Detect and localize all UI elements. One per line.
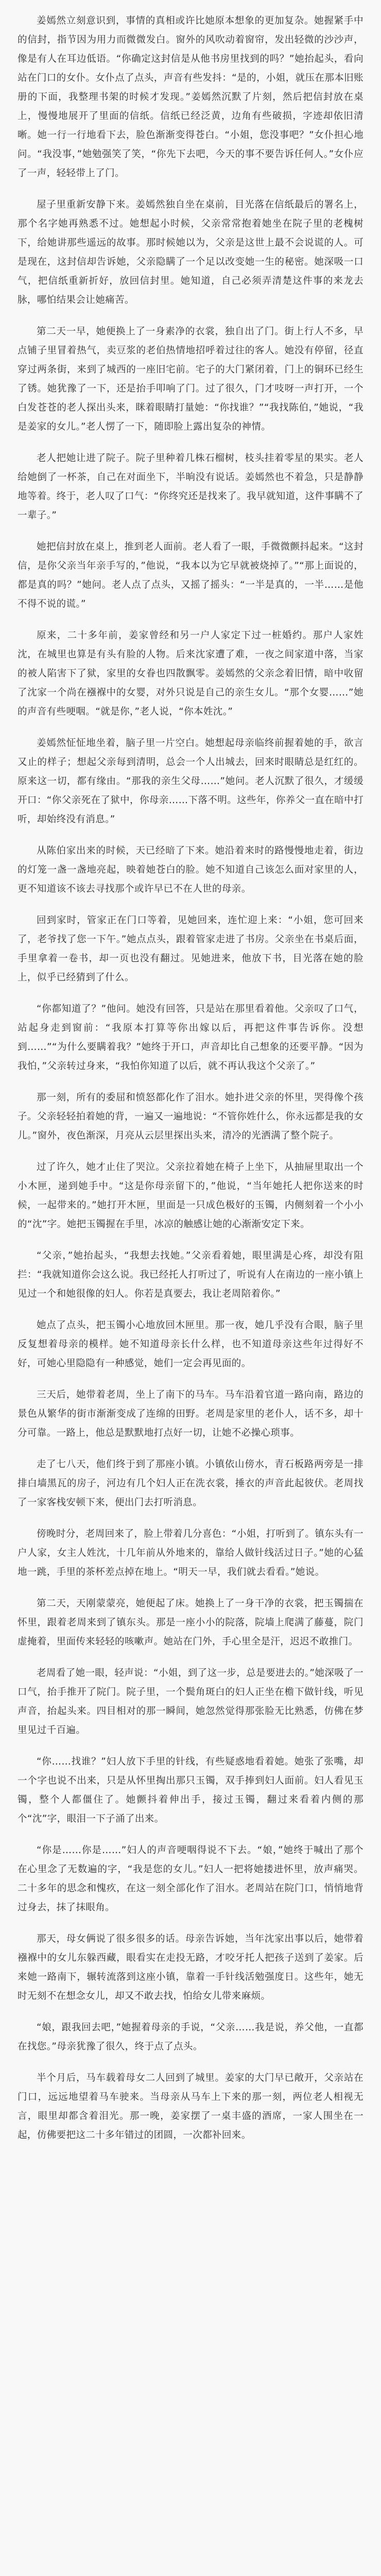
paragraph: 第二天，天刚蒙蒙亮，她便起了床。她换上了一身干净的衣裳，把玉镯揣在怀里，跟着老周来到了镇东头。那是一座小小的院落，院墙上爬满了藤蔓，院门虚掩着，里面传来轻轻的咳嗽声。她站在门外，手心里全是汗，迟迟不敢推门。 bbox=[18, 1598, 363, 1647]
paragraph: “你……找谁？”妇人放下手里的针线，有些疑惑地看着她。她张了张嘴，却一个字也说不出来，只是从怀里掏出那只玉镯，双手捧到妇人面前。妇人看见玉镯，整个人都僵住了。她颤抖着伸出手，接过玉镯，翻过来看着内侧的那个“沈”字，眼泪一下子涌了出来。 bbox=[18, 1756, 363, 1824]
paragraph: 姜嫣然怔怔地坐着，脑子里一片空白。她想起母亲临终前握着她的手，欲言又止的样子；想起父亲每到清明，总会一个人出城去，回来时眼睛总是红红的。原来这一切，都有缘由。“那我的亲生父母……”她问。老人沉默了很久，才缓缓开口：“你父亲死在了狱中，你母亲……下落不明。这些年，你养父一直在暗中打听，却始终没有消息。” bbox=[18, 738, 363, 825]
paragraph: 老人把她让进了院子。院子里种着几株石榴树，枝头挂着零星的果实。老人给她倒了一杯茶，自己在对面坐下，半晌没有说话。姜嫣然也不着急，只是静静地等着。终于，老人叹了口气：“你终究还是找来了。我早就知道，这件事瞒不了一辈子。” bbox=[18, 453, 363, 521]
paragraph: “娘，跟我回去吧，”她握着母亲的手说，“父亲……我是说，养父他，一直都在找您。”母亲犹豫了很久，终于点了点头。 bbox=[18, 2022, 363, 2052]
paragraph: 老周看了她一眼，轻声说：“小姐，到了这一步，总是要进去的。”她深吸了一口气，抬手推开了院门。院子里，一个鬓角斑白的妇人正坐在檐下做针线，听见声音，抬起头来。四目相对的那一瞬间，她忽然觉得那张脸无比熟悉，仿佛在梦里见过千百遍。 bbox=[18, 1668, 363, 1736]
paragraph: 那一刻，所有的委屈和愤怒都化作了泪水。她扑进父亲的怀里，哭得像个孩子。父亲轻轻拍着她的背，一遍又一遍地说：“不管你姓什么，你永远都是我的女儿。”窗外，夜色渐深，月亮从云层里探出头来，清冷的光洒满了整个院子。 bbox=[18, 1092, 363, 1141]
paragraph: 从陈伯家出来的时候，天已经暗了下来。她沿着来时的路慢慢地走着，街边的灯笼一盏一盏地亮起，映着她苍白的脸。她不知道自己该怎么面对家里的人，更不知道该不该去寻找那个或许早已不在人世的母亲。 bbox=[18, 845, 363, 894]
paragraph: “你都知道了？”他问。她没有回答，只是站在那里看着他。父亲叹了口气，站起身走到窗前：“我原本打算等你出嫁以后，再把这件事告诉你。没想到……”“为什么要瞒着我？”她终于开口，声音却比自己想象的还要平静。“因为我怕，”父亲转过身来，“我怕你知道了以后，就不再认我这个父亲了。” bbox=[18, 1004, 363, 1072]
paragraph: “父亲，”她抬起头，“我想去找她。”父亲看着她，眼里满是心疼，却没有阻拦：“我就知道你会这么说。我已经托人打听过了，听说有人在南边的一座小镇上见过一个和她很像的妇人。你若是真要去，我让老周陪着你。” bbox=[18, 1250, 363, 1299]
paragraph: 走了七八天，他们终于到了那座小镇。小镇依山傍水，青石板路两旁是一排排白墙黑瓦的房子，河边有几个妇人正在洗衣裳，捶衣的声音此起彼伏。老周找了一家客栈安顿下来，便出门去打听消息。 bbox=[18, 1459, 363, 1508]
paragraph: 半个月后，马车载着母女二人回到了城里。姜家的大门早已敞开，父亲站在门口，远远地望着马车驶来。当母亲从马车上下来的那一刻，两位老人相视无言，眼里却都含着泪光。那一晚，姜家摆了一桌丰盛的酒席，一家人围坐在一起，仿佛要把这二十多年错过的团圆，一次都补回来。 bbox=[18, 2073, 363, 2141]
paragraph: “你是……你是……”妇人的声音哽咽得说不下去。“娘，”她终于喊出了那个在心里念了无数遍的字，“我是您的女儿。”妇人一把将她搂进怀里，放声痛哭。二十多年的思念和愧疚，在这一刻全部化作了泪水。老周站在院门口，悄悄地背过身去，抹了抹眼角。 bbox=[18, 1845, 363, 1913]
paragraph: 屋子里重新安静下来。姜嫣然独自坐在桌前，目光落在信纸最后的署名上，那个名字她再熟悉不过。她想起小时候，父亲常常抱着她坐在院子里的老槐树下，给她讲那些遥远的故事。那时候她以为，父亲是这世上最不会说谎的人。可是现在，这封信却告诉她，父亲隐瞒了一个足以改变她一生的秘密。她深吸一口气，把信纸重新折好，放回信封里。她知道，自己必须弄清楚这件事的来龙去脉，哪怕结果会让她痛苦。 bbox=[18, 199, 363, 306]
paragraph: 姜嫣然立刻意识到，事情的真相或许比她原本想象的更加复杂。她握紧手中的信封，指节因为用力而微微发白。窗外的风吹动着窗帘，发出轻微的沙沙声，像是有人在耳边低语。“你确定这封信是从他书房里找到的吗？”她抬起头，看向站在门口的女仆。女仆点了点头，声音有些发抖：“是的，小姐，就压在那本旧账册的下面，我整理书架的时候才发现。”姜嫣然沉默了片刻，然后把信封放在桌上，慢慢地展开了里面的信纸。信纸已经泛黄，边角有些破损，字迹却依旧清晰。她一行一行地看下去，脸色渐渐变得苍白。“小姐，您没事吧？”女仆担心地问。“我没事，”她勉强笑了笑，“你先下去吧，今天的事不要告诉任何人。”女仆应了一声，轻轻带上了门。 bbox=[18, 15, 363, 179]
paragraph: 三天后，她带着老周，坐上了南下的马车。马车沿着官道一路向南，路边的景色从繁华的街市渐渐变成了连绵的田野。老周是家里的老仆人，话不多，却十分可靠。一路上，他总是默默地打点好一切，让她不必操心琐事。 bbox=[18, 1389, 363, 1438]
paragraph: 过了许久，她才止住了哭泣。父亲拉着她在椅子上坐下，从抽屉里取出一个小木匣，递到她手中。“这是你母亲留下的，”他说，“当年她托人把你送来的时候，一起带来的。”她打开木匣，里面是一只成色极好的玉镯，内侧刻着一个小小的“沈”字。她把玉镯握在手里，冰凉的触感让她的心渐渐安定下来。 bbox=[18, 1162, 363, 1230]
paragraph: 那天，母女俩说了很多很多的话。母亲告诉她，当年沈家出事以后，她带着襁褓中的女儿东躲西藏，眼看实在走投无路，才咬牙托人把孩子送到了姜家。后来她一路南下，辗转流落到这座小镇，靠着一手针线活勉强度日。这些年，她无时无刻不在想念女儿，却又不敢去找，怕给女儿带来麻烦。 bbox=[18, 1934, 363, 2002]
paragraph: 第二天一早，她便换上了一身素净的衣裳，独自出了门。街上行人不多，早点铺子里冒着热气，卖豆浆的老伯热情地招呼着过往的客人。她没有停留，径直穿过两条街，来到了城西的一座旧宅前。宅子的大门紧闭着，门上的铜环已经生了锈。她犹豫了一下，还是抬手叩响了门。过了很久，门才吱呀一声打开，一个白发苍苍的老人探出头来，眯着眼睛打量她：“你找谁？”“我找陈伯，”她说，“我是姜家的女儿。”老人愣了一下，随即脸上露出复杂的神情。 bbox=[18, 326, 363, 432]
paragraph: 原来，二十多年前，姜家曾经和另一户人家定下过一桩婚约。那户人家姓沈，在城里也算是有头有脸的人物。后来沈家遭了难，一夜之间家道中落，当家的被人陷害下了狱，家里的女眷也四散飘零。姜嫣然的父亲念着旧情，暗中收留了沈家一个尚在襁褓中的女婴，对外只说是自己的亲生女儿。“那个女婴……”她的声音有些哽咽。“就是你，”老人说，“你本姓沈。” bbox=[18, 630, 363, 717]
paragraph: 她点了点头，把玉镯小心地放回木匣里。那一夜，她几乎没有合眼，脑子里反复想着母亲的模样。她不知道母亲长什么样，也不知道母亲这些年过得好不好，可她心里隐隐有一种感觉，她们一定会再见面的。 bbox=[18, 1320, 363, 1369]
paragraph: 她把信封放在桌上，推到老人面前。老人看了一眼，手微微颤抖起来。“这封信，是你父亲当年亲手写的，”他说，“我本以为它早就被烧掉了。”“那上面说的，都是真的吗？”她问。老人点了点头，又摇了摇头：“一半是真的，一半……是他不得不说的谎。” bbox=[18, 541, 363, 609]
paragraph: 傍晚时分，老周回来了，脸上带着几分喜色：“小姐，打听到了。镇东头有一户人家，女主人姓沈，十几年前从外地来的，靠给人做针线活过日子。”她的心猛地一跳，手里的茶杯差点掉在地上。“明天一早，我们就去看看。”她说。 bbox=[18, 1529, 363, 1578]
paragraph: 回到家时，管家正在门口等着，见她回来，连忙迎上来：“小姐，您可回来了，老爷找了您一下午。”她点点头，跟着管家走进了书房。父亲坐在书桌后面，手里拿着一卷书，却一页也没有翻过。见她进来，他放下书，目光落在她的脸上，似乎已经猜到了什么。 bbox=[18, 915, 363, 983]
